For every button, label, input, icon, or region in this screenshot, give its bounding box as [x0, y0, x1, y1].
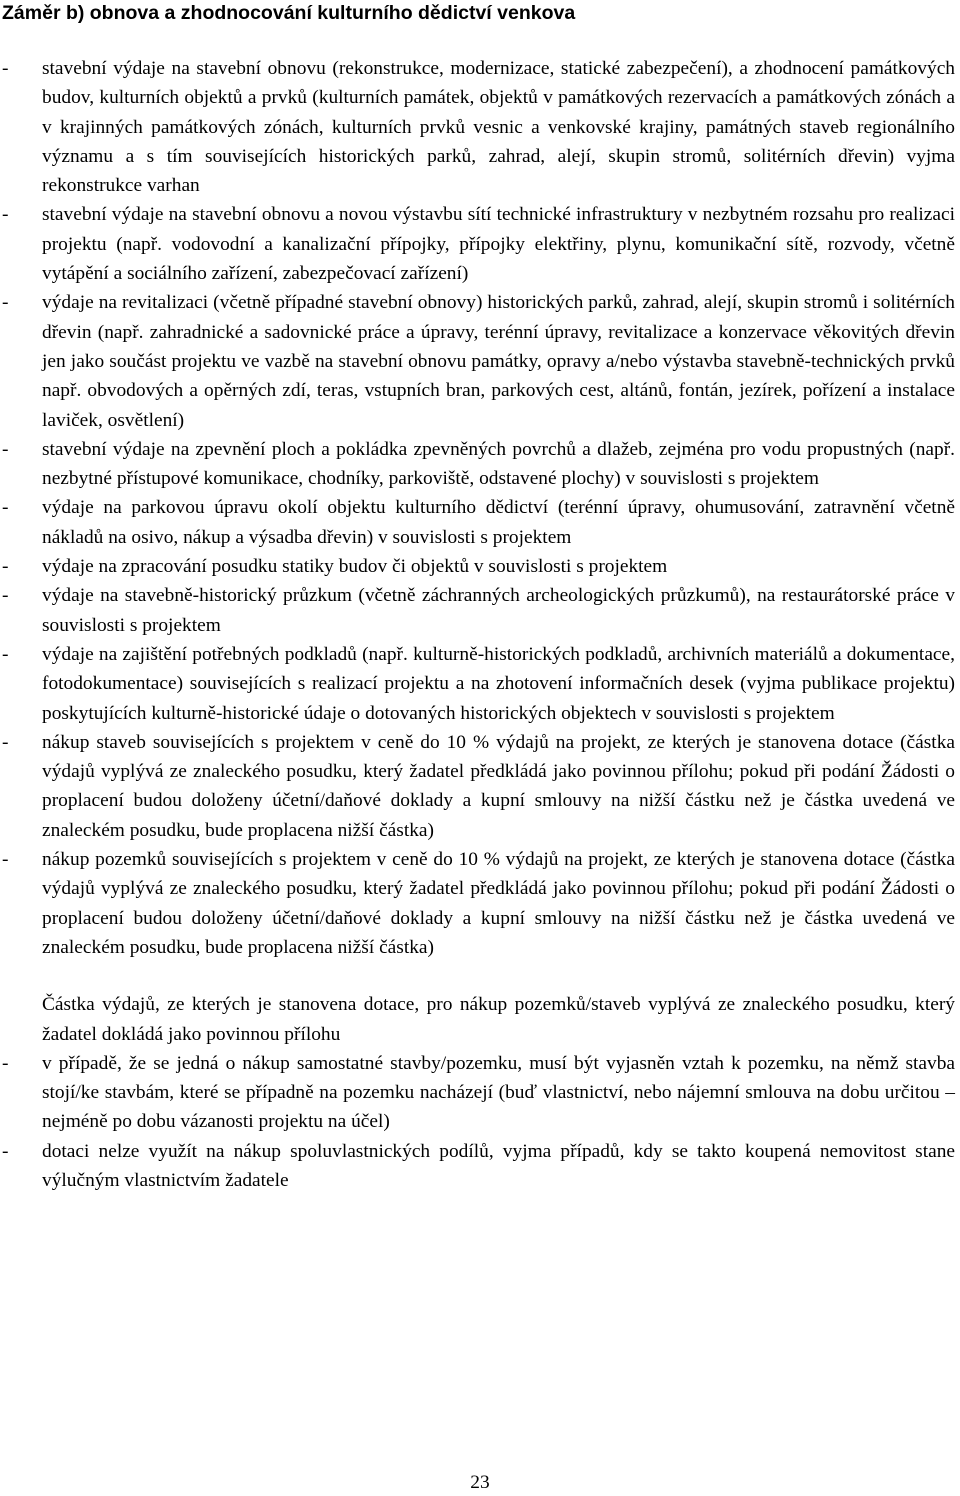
bullet-dash: - — [2, 438, 9, 460]
list-item-text: výdaje na revitalizaci (včetně případné stavební obnovy) historických parků, zahrad, alejí, skupin stromů i solitérních dřevin (např. zahradnické a sadovnické práce a úpravy, terénní úpravy, revitalizace a konzervace věkovitých dřevin jen jako součást projektu ve vazbě na stavební obnovu památky, opravy a/nebo výstavba stavebně-technických prvků např. obvodových a opěrných zdí, teras, vstupních bran, parkových cest, altánů, fontán, jezírek, pořízení a instalace laviček, osvětlení) — [42, 292, 955, 431]
bullet-dash: - — [2, 292, 9, 314]
bullet-dash: - — [2, 849, 9, 871]
list-item-text: stavební výdaje na stavební obnovu (rekonstrukce, modernizace, statické zabezpečení), a zhodnocení památkových budov, kulturních objektů a prvků (kulturních památek, objektů v památkových rezervacích a památkových zónách a v krajinných památkových zónách, kulturních prvků vesnic a venkovské krajiny, památných staveb regionálního významu a s tím souvisejících historických parků, zahrad, alejí, skupin stromů, solitérních dřevin) vyjma rekonstrukce varhan — [42, 58, 955, 197]
list-item — [0, 640, 955, 728]
bullet-dash: - — [2, 1052, 9, 1074]
document-body — [0, 54, 955, 1195]
list-item — [0, 54, 955, 200]
condition-item — [0, 1137, 955, 1196]
bullet-dash: - — [2, 556, 9, 578]
note-paragraph: Částka výdajů, ze kterých je stanovena dotace, pro nákup pozemků/staveb vyplývá ze znaleckého posudku, který žadatel dokládá jako povinnou přílohu — [42, 994, 955, 1045]
condition-item — [0, 1049, 955, 1137]
section-heading: Záměr b) obnova a zhodnocování kulturního dědictví venkova — [2, 2, 576, 24]
list-item-text: stavební výdaje na zpevnění ploch a pokládka zpevněných povrchů a dlažeb, zejména pro vodu propustných (např. nezbytné přístupové komunikace, chodníky, parkoviště, odstavené plochy) v souvislosti s projektem — [42, 438, 955, 490]
list-item-text: výdaje na zajištění potřebných podkladů (např. kulturně-historických podkladů, archivních materiálů a dokumentace, fotodokumentace) souvisejících s realizací projektu a na zhotovení informačních desek (vyjma publikace projektu) poskytujících kulturně-historické údaje o dotovaných historických objektech v souvislosti s projektem — [42, 643, 955, 724]
bullet-dash: - — [2, 731, 9, 753]
list-item-text: stavební výdaje na stavební obnovu a novou výstavbu sítí technické infrastruktury v nezbytném rozsahu pro realizaci projektu (např. vodovodní a kanalizační přípojky, přípojky elektřiny, plynu, komunikační sítě, rozvody, včetně vytápění a sociálního zařízení, zabezpečovací zařízení) — [42, 204, 955, 285]
bullet-dash: - — [2, 1140, 9, 1162]
list-item-text: výdaje na stavebně-historický průzkum (včetně záchranných archeologických průzkumů), na restaurátorské práce v souvislosti s projektem — [42, 585, 955, 636]
list-item — [0, 288, 955, 434]
bullet-dash: - — [2, 204, 9, 226]
list-item — [0, 200, 955, 288]
condition-text: dotaci nelze využít na nákup spoluvlastnických podílů, vyjma případů, kdy se takto koupená nemovitost stane výlučným vlastnictvím žadatele — [42, 1140, 955, 1191]
bullet-dash: - — [2, 497, 9, 519]
condition-text: v případě, že se jedná o nákup samostatné stavby/pozemku, musí být vyjasněn vztah k pozemku, na němž stavba stojí/ke stavbám, které se případně na pozemku nacházejí (buď vlastnictví, nebo nájemní smlouva na dobu určitou – nejméně po dobu vázanosti projektu na účel) — [42, 1052, 955, 1133]
list-item-text: nákup staveb souvisejících s projektem v ceně do 10 % výdajů na projekt, ze kterých je stanovena dotace (částka výdajů vyplývá ze znaleckého posudku, který žadatel předkládá jako povinnou přílohu; pokud při podání Žádosti o proplacení budou doloženy účetní/daňové doklady a kupní smlouvy na nižší částku než je částka uvedená ve znaleckém posudku, bude proplacena nižší částka) — [42, 731, 955, 841]
bullet-dash: - — [2, 585, 9, 607]
list-item — [0, 845, 955, 962]
list-item-text: výdaje na parkovou úpravu okolí objektu kulturního dědictví (terénní úpravy, ohumusování, zatravnění včetně nákladů na osivo, nákup a výsadba dřevin) v souvislosti s projektem — [42, 497, 955, 548]
list-item — [0, 728, 955, 845]
bullet-dash: - — [2, 58, 9, 79]
list-item-text: nákup pozemků souvisejících s projektem v ceně do 10 % výdajů na projekt, ze kterých je stanovena dotace (částka výdajů vyplývá ze znaleckého posudku, který žadatel předkládá jako povinnou přílohu; pokud při podání Žádosti o proplacení budou doloženy účetní/daňové doklady a kupní smlouvy na nižší částku než je částka uvedená ve znaleckém posudku, bude proplacena nižší částka) — [42, 849, 955, 958]
list-item — [0, 581, 955, 640]
page-number: 23 — [470, 1472, 490, 1493]
list-item — [0, 435, 955, 494]
bullet-dash: - — [2, 643, 9, 665]
list-item-text: výdaje na zpracování posudku statiky budov či objektů v souvislosti s projektem — [42, 556, 668, 578]
list-item — [0, 493, 955, 552]
list-item — [0, 552, 955, 581]
